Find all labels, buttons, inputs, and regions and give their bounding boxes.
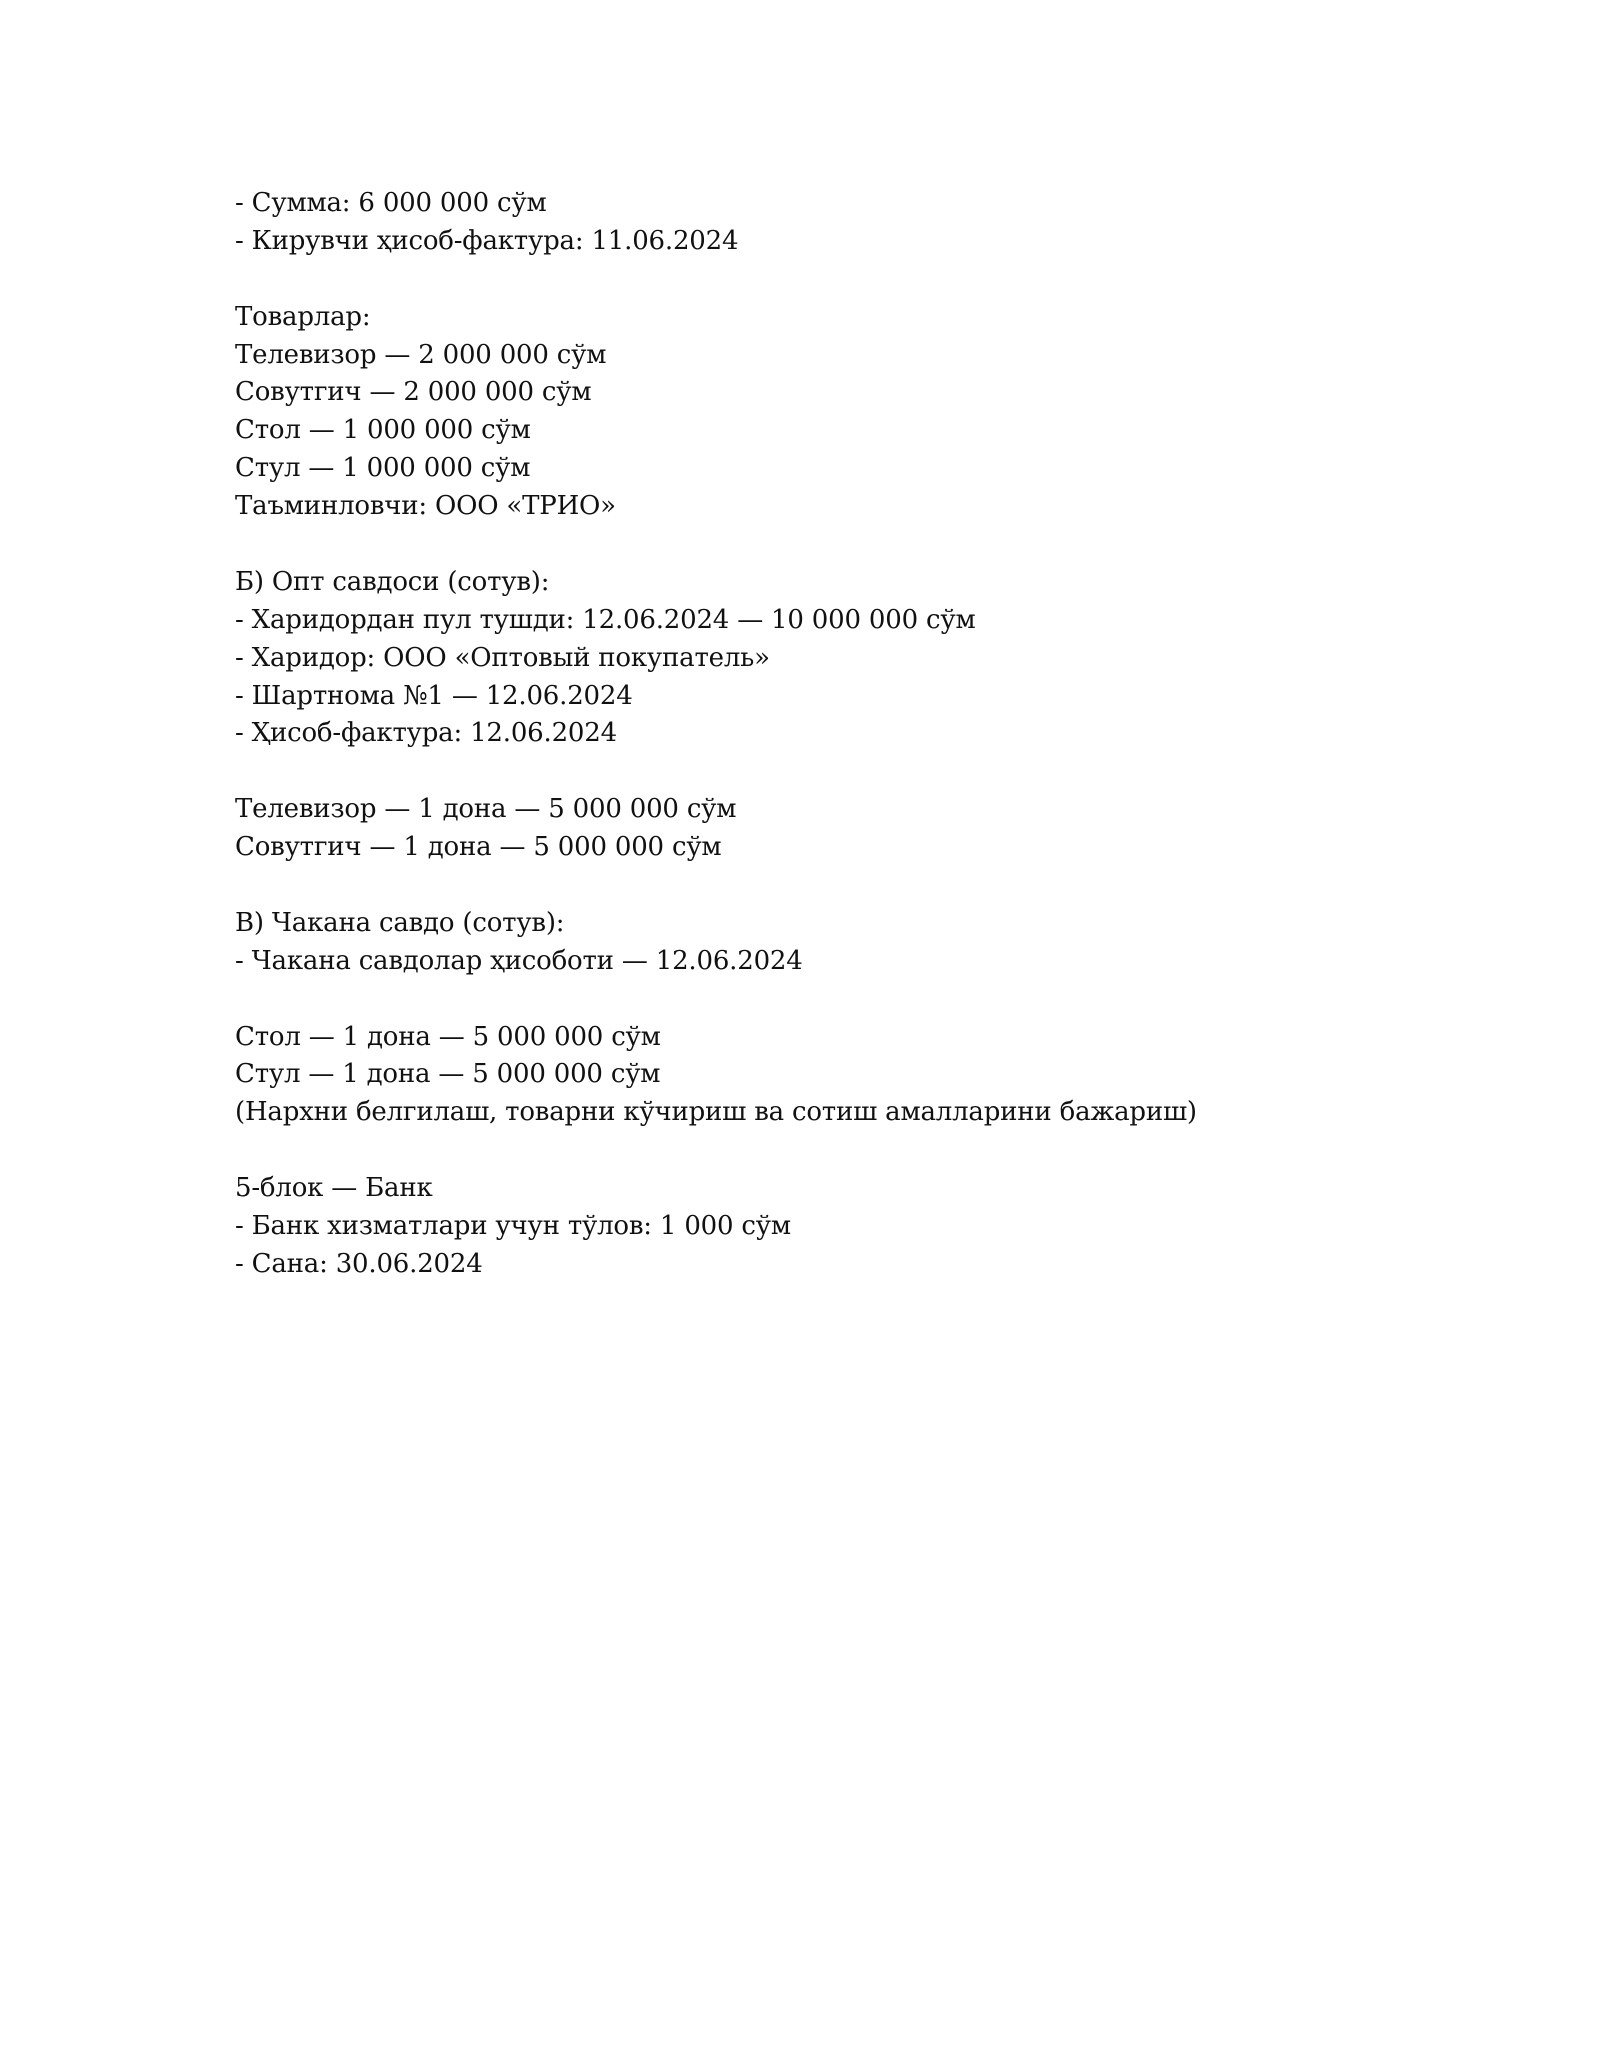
wholesale-item-fridge: Совутгич — 1 дона — 5 000 000 сўм	[235, 832, 722, 863]
retail-item-chair: Стул — 1 дона — 5 000 000 сўм	[235, 1059, 661, 1090]
retail-report-line: - Чакана савдолар ҳисоботи — 12.06.2024	[235, 945, 803, 976]
goods-heading: Товарлар:	[235, 301, 371, 332]
wholesale-contract-line: - Шартнома №1 — 12.06.2024	[235, 680, 633, 711]
retail-heading: В) Чакана савдо (сотув):	[235, 907, 565, 938]
retail-item-table: Стол — 1 дона — 5 000 000 сўм	[235, 1021, 661, 1052]
purchase-amount-line: - Сумма: 6 000 000 сўм	[235, 188, 547, 218]
goods-item-chair: Стул — 1 000 000 сўм	[235, 453, 531, 484]
wholesale-payment-line: - Харидордан пул тушди: 12.06.2024 — 10 000 000 сўм	[235, 604, 976, 635]
bank-date-line: - Сана: 30.06.2024	[235, 1248, 483, 1279]
bank-fee-line: - Банк хизматлари учун тўлов: 1 000 сўм	[235, 1211, 791, 1242]
spacer	[235, 867, 1435, 905]
goods-item-fridge: Совутгич — 2 000 000 сўм	[235, 377, 592, 408]
goods-supplier: Таъминловчи: ООО «ТРИО»	[235, 491, 616, 522]
wholesale-invoice-line: - Ҳисоб-фактура: 12.06.2024	[235, 718, 617, 749]
purchase-invoice-line: - Кирувчи ҳисоб-фактура: 11.06.2024	[235, 225, 739, 256]
document-body	[235, 185, 1435, 1284]
bank-heading: 5-блок — Банк	[235, 1173, 433, 1204]
spacer	[235, 1132, 1435, 1170]
wholesale-buyer-line: - Харидор: ООО «Оптовый покупатель»	[235, 642, 770, 673]
retail-note: (Нархни белгилаш, товарни кўчириш ва сотиш амалларини бажариш)	[235, 1097, 1197, 1128]
wholesale-item-tv: Телевизор — 1 дона — 5 000 000 сўм	[235, 794, 737, 825]
goods-item-table: Стол — 1 000 000 сўм	[235, 415, 531, 446]
spacer	[235, 981, 1435, 1019]
spacer	[235, 753, 1435, 791]
spacer	[235, 526, 1435, 564]
spacer	[235, 261, 1435, 299]
goods-item-tv: Телевизор — 2 000 000 сўм	[235, 339, 607, 370]
wholesale-heading: Б) Опт савдоси (сотув):	[235, 566, 550, 597]
